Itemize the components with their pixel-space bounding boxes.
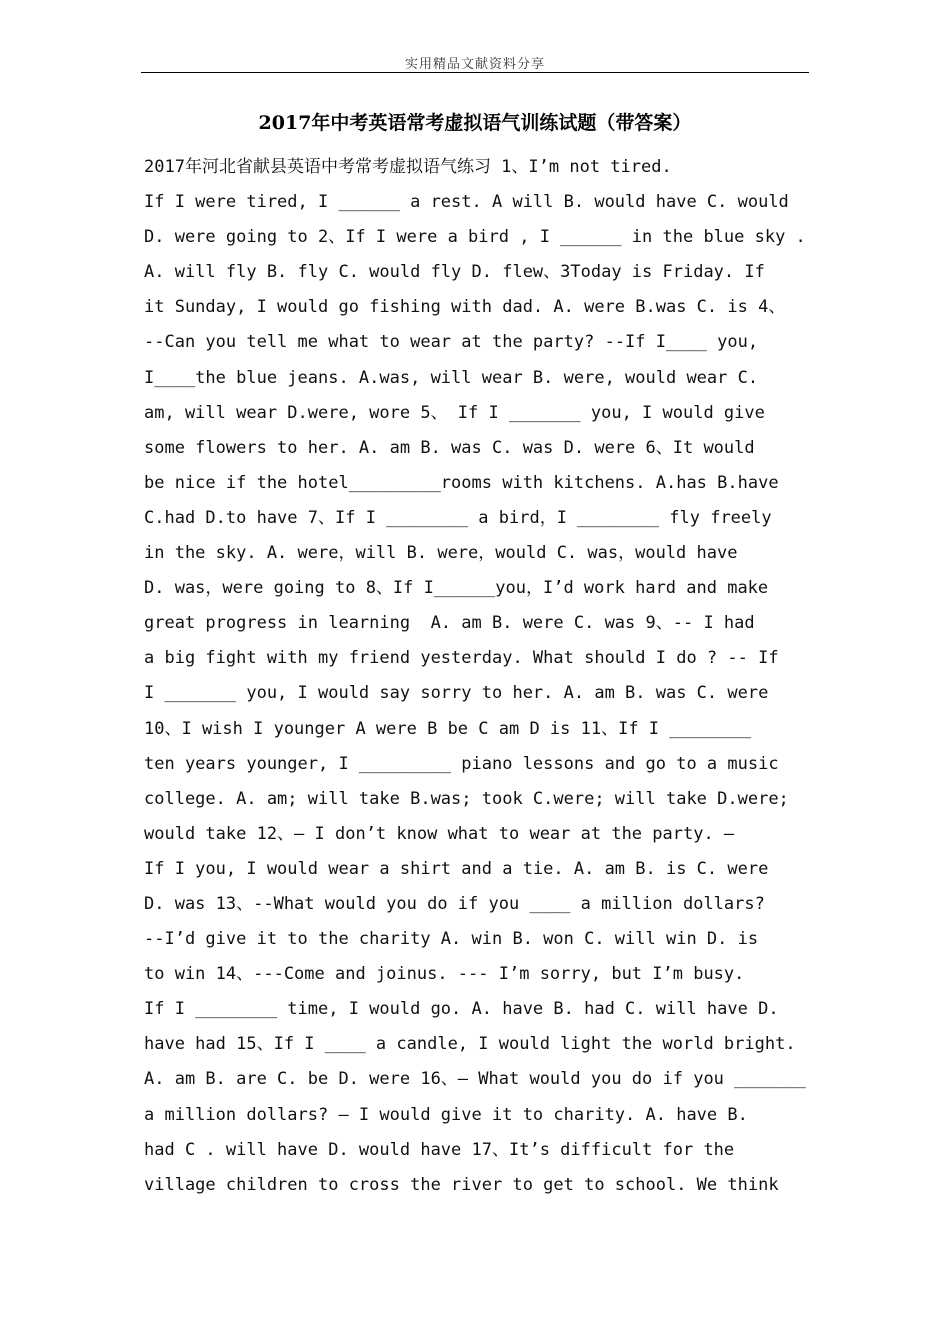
body-text-line: some flowers to her. A. am B. was C. was D. were 6、It would <box>144 437 755 458</box>
document-title: 2017年中考英语常考虚拟语气训练试题（带答案） <box>258 112 692 134</box>
body-text-line: 2017年河北省献县英语中考常考虚拟语气练习 1、I’m not tired. <box>144 157 672 177</box>
body-text-line: D. were going to 2、If I were a bird , I ______ in the blue sky . <box>144 227 806 248</box>
body-text-line: A. will fly B. fly C. would fly D. flew、3Today is Friday. If <box>144 262 765 283</box>
body-text-line: had C . will have D. would have 17、It’s difficult for the <box>144 1139 735 1160</box>
body-text-line: --I’d give it to the charity A. win B. won C. will win D. is <box>144 929 759 950</box>
body-text-line: If I were tired, I ______ a rest. A will B. would have C. would <box>144 192 789 213</box>
body-text-line: in the sky. A. were，will B. were，would C. was，would have <box>144 543 738 564</box>
body-text-line: great progress in learning A. am B. were C. was 9、-- I had <box>144 613 755 634</box>
document-body <box>144 150 844 1203</box>
body-text-line: 10、I wish I younger A were B be C am D is 11、If I ________ <box>144 718 752 739</box>
body-text-line: C.had D.to have 7、If I ________ a bird，I ________ fly freely <box>144 507 772 528</box>
header-divider <box>141 72 809 73</box>
body-text-line: college. A. am; will take B.was; took C.were; will take D.were; <box>144 788 789 809</box>
page-header: 实用精品文献资料分享 <box>404 57 545 72</box>
body-text-line: --Can you tell me what to wear at the party? --If I____ you, <box>144 332 759 353</box>
body-text-line: be nice if the hotel_________rooms with kitchens. A.has B.have <box>144 472 779 493</box>
body-text-line: would take 12、— I don’t know what to wear at the party. — <box>144 823 735 844</box>
body-text-line: I____the blue jeans. A.was, will wear B. were, would wear C. <box>144 367 759 388</box>
body-text-line: village children to cross the river to get to school. We think <box>144 1174 779 1195</box>
body-text-line: have had 15、If I ____ a candle, I would light the world bright. <box>144 1034 796 1055</box>
body-text-line: a million dollars? — I would give it to charity. A. have B. <box>144 1104 748 1125</box>
body-text-line: ten years younger, I _________ piano lessons and go to a music <box>144 753 779 774</box>
body-text-line: am, will wear D.were, wore 5、 If I _______ you, I would give <box>144 402 765 423</box>
body-text-line: a big fight with my friend yesterday. What should I do ? -- If <box>144 648 779 669</box>
body-text-line: it Sunday, I would go fishing with dad. A. were B.was C. is 4、 <box>144 297 786 318</box>
body-text-line: I _______ you, I would say sorry to her. A. am B. was C. were <box>144 683 769 704</box>
body-text-line: to win 14、---Come and joinus. --- I’m sorry, but I’m busy. <box>144 964 745 985</box>
body-text-line: A. am B. are C. be D. were 16、— What would you do if you _______ <box>144 1069 806 1090</box>
body-text-line: D. was 13、--What would you do if you ____ a million dollars? <box>144 893 765 914</box>
body-text-line: If I ________ time, I would go. A. have B. had C. will have D. <box>144 999 779 1020</box>
body-text-line: D. was，were going to 8、If I______you，I’d work hard and make <box>144 578 769 599</box>
body-text-line: If I you, I would wear a shirt and a tie. A. am B. is C. were <box>144 858 769 879</box>
